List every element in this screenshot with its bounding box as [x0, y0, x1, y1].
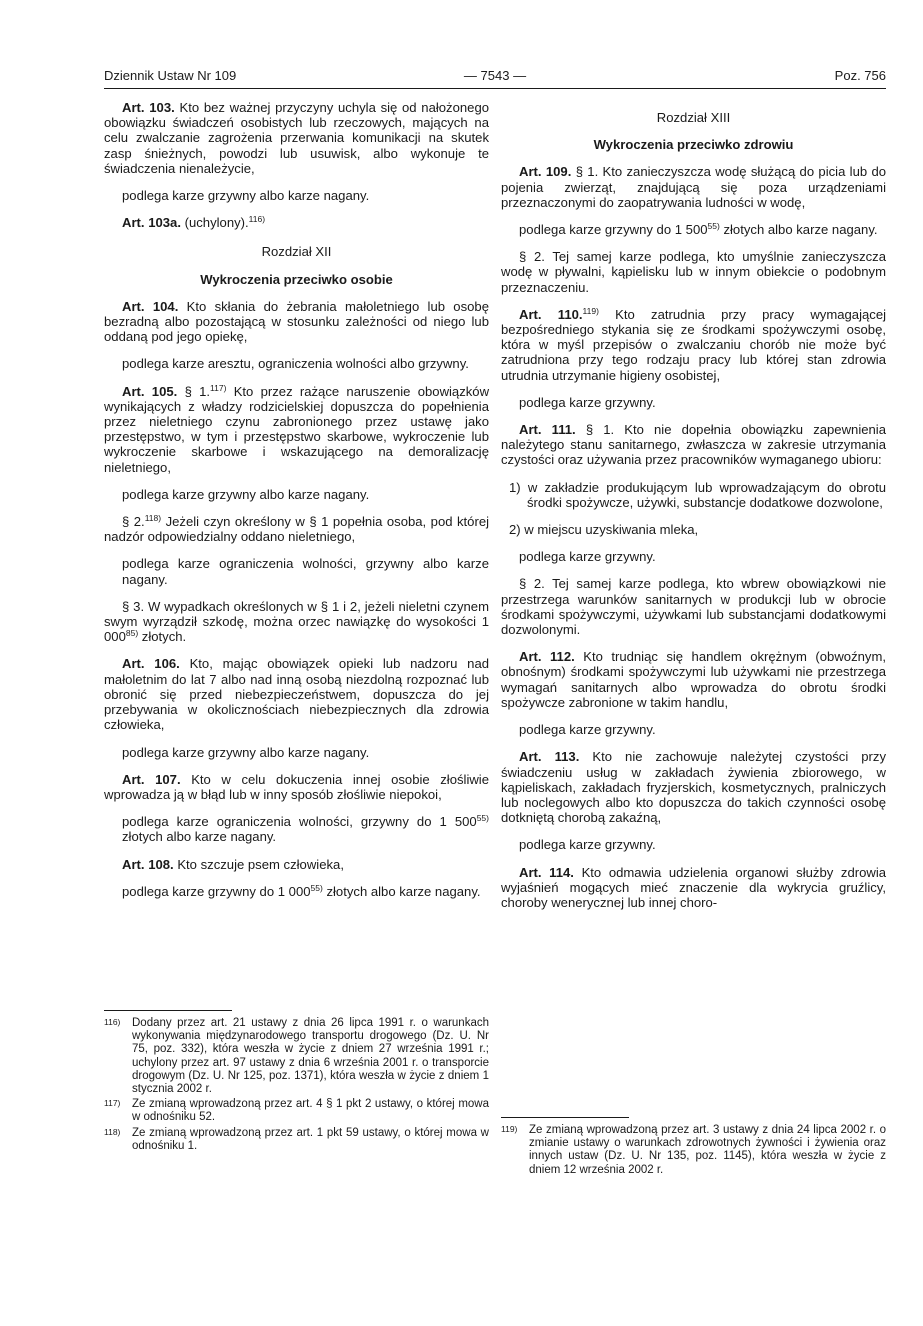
sanction: podlega karze grzywny albo karze nagany. — [122, 188, 370, 204]
article-label: Art. 111. — [519, 422, 576, 438]
list-item: 1) w zakładzie produkującym lub wprowadzającym do obrotu środki spożywcze, używki, substancje dodatkowe dozwolone, — [509, 479, 886, 510]
paragraph-mark: § 2. — [122, 514, 145, 530]
sanction-text: złotych albo karze nagany. — [122, 829, 277, 845]
sanction — [104, 814, 489, 844]
footnote — [501, 1124, 886, 1177]
article-109-p2: § 2. Tej samej karze podlega, kto umyślnie zanieczyszcza wodę w pływalni, kąpielisku lub w innym obiekcie o podobnym przeznaczeniu. — [501, 249, 886, 295]
article-109 — [501, 164, 886, 210]
article-label: Art. 105. — [122, 383, 178, 399]
article-105 — [104, 384, 489, 475]
article-text: złotych. — [141, 629, 187, 645]
article-label: Art. 110. — [519, 306, 583, 322]
footnotes-right — [501, 1113, 886, 1179]
article-label: Art. 106. — [122, 656, 180, 672]
article-110 — [501, 307, 886, 383]
sanction-text: złotych albo karze nagany. — [326, 883, 481, 899]
footnote-text: Ze zmianą wprowadzoną przez art. 4 § 1 pkt 2 ustawy, o której mowa w odnośniku 52. — [132, 1098, 489, 1124]
article-text: Kto zatrudnia przy pracy wymagającej bezpośredniego stykania się ze środkami spożywczymi osobę, która w myśl przepisów o zwalczaniu chorób nie może być zatrudniona przy tego rodzaju pracy lub której stan zdrowia utrudnia utrzymanie higieny osobistej, — [501, 306, 887, 383]
article-103a — [104, 215, 489, 230]
chapter-heading: Rozdział XII — [261, 244, 332, 260]
chapter-title: Wykroczenia przeciwko osobie — [200, 271, 393, 287]
article-112 — [501, 649, 886, 710]
sanction: podlega karze grzywny albo karze nagany. — [122, 486, 370, 502]
footnote-text: Ze zmianą wprowadzoną przez art. 3 ustawy z dnia 24 lipca 2002 r. o zmianie ustawy o warunkach zdrowotnych żywności i żywienia oraz innych ustaw (Dz. U. Nr 135, poz. 1145), która weszła w życie z dniem 12 września 2002 r. — [529, 1124, 886, 1176]
article-text: § 1. Kto nie dopełnia obowiązku zapewnienia należytego stanu sanitarnego, zwłaszcza w zakresie utrzymania czystości oraz używania przez pracowników wymaganego ubioru: — [501, 422, 886, 468]
footnote-ref: 117) — [210, 382, 227, 393]
article-107 — [104, 772, 489, 802]
article-114 — [501, 865, 886, 911]
footnote — [104, 1098, 489, 1124]
article-label: Art. 104. — [122, 298, 179, 314]
chapter-title: Wykroczenia przeciwko zdrowiu — [593, 137, 794, 153]
page-header — [104, 68, 886, 88]
article-text: Kto przez rażące naruszenie obowiązków wynikających z władzy rodzicielskiej dopuszcza do popełnienia przez nieletniego czynu zabronionego przez ustawę jako przestępstwo, w tym i przestępstwo skarbowe, wykroczenie lub wykroczenie skarbowe i wskazującego na demoralizację nieletniego, — [104, 383, 490, 475]
left-column — [104, 100, 489, 911]
article-104 — [104, 299, 489, 345]
article-text: Kto nie zachowuje należytej czystości przy świadczeniu usług w zakładach żywienia zbiorowego, w kąpieliskach, zakładach fryzjerskich, kosmetycznych, pralniczych lub noclegowych albo kto dopuszcza do takich czynności osobę dotkniętą chorobą zakaźną, — [501, 749, 887, 826]
article-text: § 1. Kto zanieczyszcza wodę służącą do picia lub do pojenia zwierząt, znajdującą się poza urządzeniami przeznaczonymi do zaopatrywania ludności w wodę, — [501, 164, 887, 210]
sanction: podlega karze grzywny. — [519, 837, 656, 853]
footnote-number: 117) — [104, 1098, 121, 1109]
footnotes-left — [104, 1006, 489, 1155]
sanction: podlega karze grzywny albo karze nagany. — [122, 744, 370, 760]
sanction-text: złotych albo karze nagany. — [723, 222, 878, 238]
article-label: Art. 109. — [519, 164, 572, 180]
footnote-text: Ze zmianą wprowadzoną przez art. 1 pkt 59 ustawy, o której mowa w odnośniku 1. — [132, 1126, 489, 1152]
chapter-heading: Rozdział XIII — [656, 110, 731, 125]
article-105-p2 — [104, 514, 489, 544]
article-text: Kto, mając obowiązek opieki lub nadzoru nad małoletnim do lat 7 albo nad inną osobą niezdolną rozpoznać lub obronić się przed niebezpieczeństwem, dopuszcza do jej przebywania w okolicznościach niebezpiecznych dla zdrowia człowieka, — [104, 656, 490, 733]
sanction-text: podlega karze ograniczenia wolności, grzywny do 1 500 — [122, 814, 477, 830]
article-text: Jeżeli czyn określony w § 1 popełnia osoba, pod której nadzór odpowiedzialny oddano nieletniego, — [104, 514, 490, 545]
article-111-p2: § 2. Tej samej karze podlega, kto wbrew obowiązkowi nie przestrzega warunków sanitarnych w produkcji lub w obrocie środkami spożywczymi, używkami lub substancjami dodatkowymi dozwolonymi. — [501, 576, 886, 638]
article-text: Kto w celu dokuczenia innej osobie złośliwie wprowadza ją w błąd lub w inny sposób złośliwie niepokoi, — [104, 771, 489, 802]
page-number: — 7543 — — [463, 68, 527, 83]
article-text: Kto bez ważnej przyczyny uchyla się od nałożonego obowiązku świadczeń osobistych lub rzeczowych, mających na celu zwalczanie zagrożenia przerwania komunikacji na skutek zasp śnieżnych, powodzi lub usuwisk, albo wykonuje te świadczenia nienależycie, — [104, 100, 490, 176]
footnote — [104, 1017, 489, 1096]
article-103 — [104, 100, 489, 176]
article-text: Kto skłania do żebrania małoletniego lub osobę bezradną albo pozostającą w stosunku zależności od niego lub oddaną pod jego opiekę, — [104, 298, 489, 345]
sanction: podlega karze grzywny. — [519, 549, 656, 565]
sanction: podlega karze grzywny. — [519, 394, 656, 410]
footnote-ref: 118) — [144, 513, 162, 524]
right-column — [501, 100, 886, 922]
article-label: Art. 113. — [519, 749, 580, 765]
journal-title: Dziennik Ustaw Nr 109 — [104, 68, 237, 83]
footnote-text: Dodany przez art. 21 ustawy z dnia 26 lipca 1991 r. o warunkach wykonywania międzynarodowego transportu drogowego (Dz. U. Nr 75, poz. 332), która weszła w życie z dniem 27 września 1991 r.; uchylony przez art. 97 ustawy z dnia 6 września 2001 r. o transporcie drogowym (Dz. U. Nr 125, poz. 1371), która weszła w życie z dniem 1 stycznia 2002 r. — [132, 1017, 489, 1096]
footnote-ref: 55) — [476, 813, 489, 824]
list-item: 2) w miejscu uzyskiwania mleka, — [509, 522, 699, 538]
article-label: Art. 107. — [122, 771, 181, 787]
sanction — [104, 884, 489, 899]
article-108 — [104, 857, 489, 872]
footnote-rule — [104, 1010, 232, 1011]
footnote-ref: 116) — [248, 214, 266, 225]
article-text: (uchylony). — [184, 215, 249, 231]
article-label: Art. 112. — [519, 649, 575, 665]
footnote-ref: 55) — [707, 221, 720, 232]
article-label: Art. 103. — [122, 100, 175, 115]
footnote-ref: 55) — [310, 882, 323, 893]
paragraph-mark: § 1. — [184, 383, 211, 399]
footnote-ref: 119) — [582, 305, 599, 316]
footnote-rule — [501, 1117, 629, 1118]
footnote — [104, 1127, 489, 1153]
article-label: Art. 114. — [519, 864, 574, 880]
sanction-text: podlega karze grzywny do 1 500 — [519, 222, 708, 238]
sanction: podlega karze grzywny. — [519, 722, 656, 738]
article-text: Kto trudniąc się handlem okrężnym (obwoźnym, obnośnym) środkami spożywczymi lub używkami nie przestrzega wymagań sanitarnych albo wprowadza do obrotu środki spożywcze zabronione w takim handlu, — [501, 649, 886, 710]
article-label: Art. 103a. — [122, 215, 181, 231]
article-text: Kto odmawia udzielenia organowi służby zdrowia wyjaśnień mogących mieć znaczenie dla wykrycia gruźlicy, choroby wenerycznej lub innej choro- — [501, 864, 887, 910]
article-text: § 3. W wypadkach określonych w § 1 i 2, jeżeli nieletni czynem swym wyrządził szkodę, można orzec nawiązkę do wysokości 1 000 — [104, 598, 489, 645]
article-106 — [104, 656, 489, 732]
footnote-ref: 85) — [125, 628, 139, 639]
footnote-number: 116) — [104, 1017, 121, 1027]
article-111 — [501, 422, 886, 468]
article-113 — [501, 749, 886, 825]
article-text: Kto szczuje psem człowieka, — [177, 856, 344, 872]
header-rule — [104, 88, 886, 89]
footnote-number: 119) — [501, 1124, 518, 1134]
sanction-text: podlega karze grzywny do 1 000 — [122, 883, 311, 899]
sanction: podlega karze ograniczenia wolności, grzywny albo karze nagany. — [122, 556, 489, 587]
footnote-number: 118) — [104, 1126, 121, 1137]
sanction — [501, 222, 886, 237]
article-label: Art. 108. — [122, 856, 174, 872]
article-105-p3 — [104, 599, 489, 645]
position-number: Poz. 756 — [834, 68, 886, 83]
sanction: podlega karze aresztu, ograniczenia wolności albo grzywny. — [122, 356, 469, 372]
